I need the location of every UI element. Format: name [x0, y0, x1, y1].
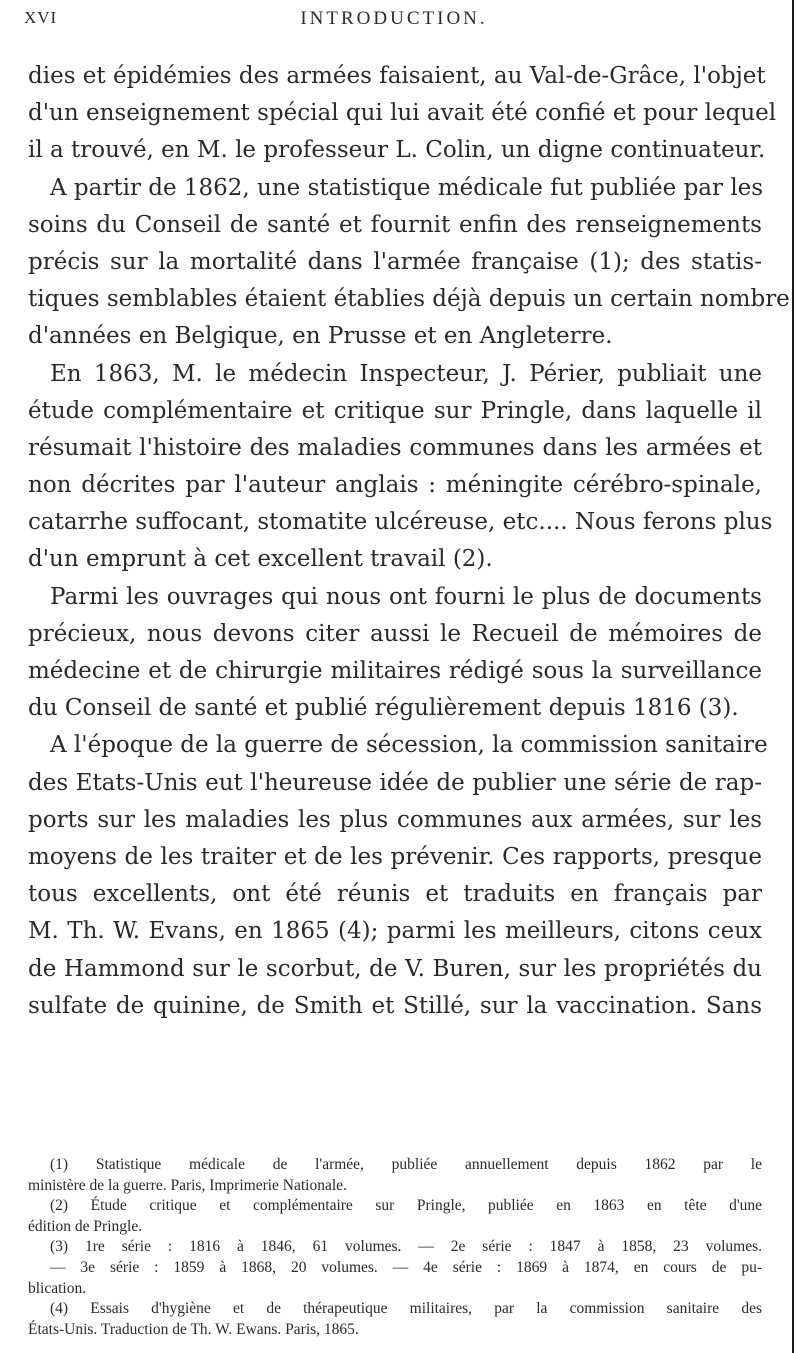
footnote-line: (2) Étude critique et complémentaire sur Pringle, publiée en 1863 en tête d'une [50, 1197, 762, 1215]
text-line: soins du Conseil de santé et fournit enfin des renseignements [28, 211, 762, 238]
page-edge-rule [792, 0, 794, 1353]
footnote-line: blication. [28, 1279, 87, 1297]
text-line: A l'époque de la guerre de sécession, la commission sanitaire [50, 732, 768, 759]
footnote-line: États-Unis. Traduction de Th. W. Ewans. Paris, 1865. [28, 1320, 359, 1338]
text-line: sulfate de quinine, de Smith et Stillé, sur la vaccination. Sans [28, 992, 762, 1019]
text-line: d'un emprunt à cet excellent travail (2). [28, 546, 493, 573]
text-line: moyens de les traiter et de les prévenir. Ces rapports, presque [28, 843, 762, 870]
text-line: il a trouvé, en M. le professeur L. Colin, un digne continuateur. [28, 137, 766, 164]
footnote-line: ministère de la guerre. Paris, Imprimerie Nationale. [28, 1176, 347, 1194]
page-number: XVI [24, 8, 58, 27]
footnote-line: (4) Essais d'hygiène et de thérapeutique militaires, par la commission sanitaire des [50, 1300, 762, 1318]
footnote-line: (1) Statistique médicale de l'armée, publiée annuellement depuis 1862 par le [50, 1156, 762, 1173]
body-text [28, 58, 790, 1025]
text-line: étude complémentaire et critique sur Pringle, dans laquelle il [28, 397, 762, 424]
text-line: Parmi les ouvrages qui nous ont fourni le plus de documents [50, 583, 762, 610]
running-head: INTRODUCTION. [300, 8, 488, 29]
text-line: En 1863, M. le médecin Inspecteur, J. Périer, publiait une [50, 360, 762, 387]
text-line: dies et épidémies des armées faisaient, au Val-de-Grâce, l'objet [28, 63, 766, 89]
text-line: M. Th. W. Evans, en 1865 (4); parmi les meilleurs, citons ceux [28, 918, 762, 945]
footnotes [28, 1155, 762, 1340]
text-line: de Hammond sur le scorbut, de V. Buren, sur les propriétés du [28, 955, 762, 982]
page-header [24, 8, 764, 34]
text-line: résumait l'histoire des maladies communes dans les armées et [28, 434, 762, 461]
text-line: des Etats-Unis eut l'heureuse idée de publier une série de rap- [28, 769, 762, 796]
text-line: A partir de 1862, une statistique médicale fut publiée par les [50, 174, 764, 201]
text-line: ports sur les maladies les plus communes aux armées, sur les [28, 806, 762, 833]
text-line: précis sur la mortalité dans l'armée française (1); des statis- [28, 248, 762, 275]
text-line: catarrhe suffocant, stomatite ulcéreuse, etc.... Nous ferons plus [28, 509, 773, 536]
text-line: précieux, nous devons citer aussi le Recueil de mémoires de [28, 620, 762, 647]
footnote-line: (3) 1re série : 1816 à 1846, 61 volumes. — 2e série : 1847 à 1858, 23 volumes. [50, 1238, 762, 1256]
text-line: non décrites par l'auteur anglais : méningite cérébro-spinale, [28, 472, 762, 499]
text-line: tous excellents, ont été réunis et traduits en français par [28, 881, 762, 908]
text-line: d'un enseignement spécial qui lui avait été confié et pour lequel [28, 100, 777, 127]
text-line: d'années en Belgique, en Prusse et en Angleterre. [28, 323, 613, 350]
footnote-line: — 3e série : 1859 à 1868, 20 volumes. — 4e série : 1869 à 1874, en cours de pu- [50, 1258, 762, 1276]
footnote-line: édition de Pringle. [28, 1217, 143, 1235]
text-line: médecine et de chirurgie militaires rédigé sous la surveillance [28, 658, 762, 684]
text-line: du Conseil de santé et publié régulièrement depuis 1816 (3). [28, 695, 739, 722]
text-line: tiques semblables étaient établies déjà depuis un certain nombre [28, 286, 790, 313]
